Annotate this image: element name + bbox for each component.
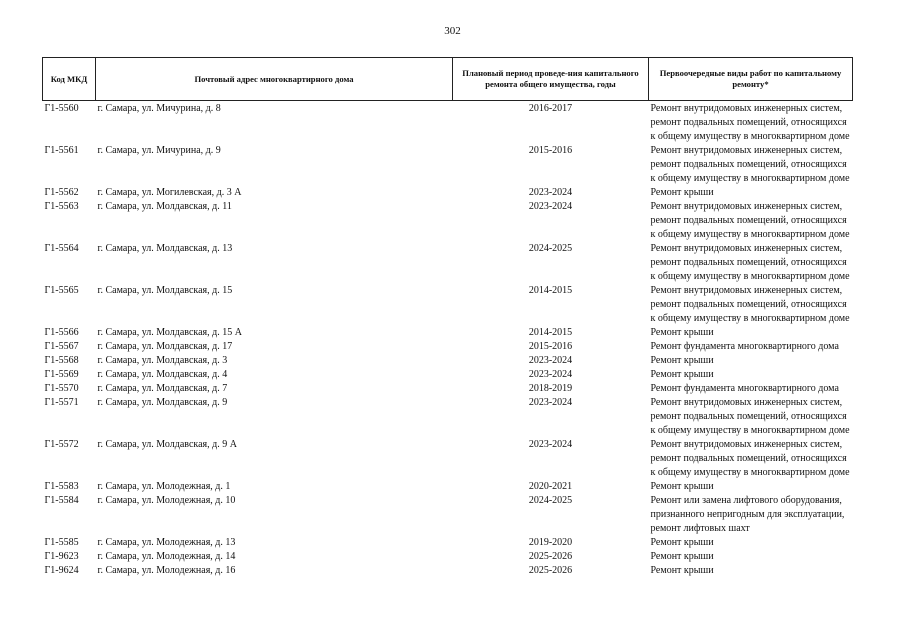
cell-code: Г1-9624 <box>44 565 79 576</box>
cell-code: Г1-5560 <box>44 103 79 114</box>
cell-code: Г1-5562 <box>44 187 79 198</box>
cell-period: 2023-2024 <box>528 187 573 198</box>
cell-period: 2024-2025 <box>528 243 573 254</box>
table-body <box>43 101 853 579</box>
cell-code: Г1-5572 <box>44 439 79 450</box>
cell-code: Г1-5570 <box>44 383 79 394</box>
cell-address: г. Самара, ул. Молодежная, д. 13 <box>97 537 236 548</box>
cell-period: 2023-2024 <box>528 369 573 380</box>
cell-works: Ремонт фундамента многоквартирного дома <box>650 383 839 394</box>
cell-works: Ремонт крыши <box>650 481 714 492</box>
cell-address: г. Самара, ул. Мичурина, д. 8 <box>97 103 221 114</box>
cell-code: Г1-5569 <box>44 369 79 380</box>
cell-code: Г1-5571 <box>44 397 79 408</box>
cell-address: г. Самара, ул. Молдавская, д. 13 <box>97 243 233 254</box>
table-row <box>43 101 853 145</box>
cell-address: г. Самара, ул. Молодежная, д. 16 <box>97 565 236 576</box>
cell-code: Г1-5583 <box>44 481 79 492</box>
cell-works: Ремонт внутридомовых инженерных систем, ремонт подвальных помещений, относящихся к общему имуществу в многоквартирном доме <box>650 397 850 436</box>
table-header-row <box>43 58 853 101</box>
cell-address: г. Самара, ул. Молодежная, д. 10 <box>97 495 236 506</box>
cell-works: Ремонт внутридомовых инженерных систем, ремонт подвальных помещений, относящихся к общему имуществу в многоквартирном доме <box>650 285 850 324</box>
table-row <box>43 480 853 494</box>
cell-works: Ремонт или замена лифтового оборудования, признанного непригодным для эксплуатации, ремонт лифтовых шахт <box>650 495 845 534</box>
cell-period: 2023-2024 <box>528 439 573 450</box>
page-number: 302 <box>444 25 461 37</box>
cell-address: г. Самара, ул. Молдавская, д. 9 <box>97 397 228 408</box>
cell-period: 2023-2024 <box>528 355 573 366</box>
table-row <box>43 186 853 200</box>
cell-address: г. Самара, ул. Молдавская, д. 17 <box>97 341 233 352</box>
cell-code: Г1-5565 <box>44 285 79 296</box>
cell-address: г. Самара, ул. Молдавская, д. 9 А <box>97 439 237 450</box>
repair-schedule-table <box>42 57 853 578</box>
header-works: Первоочередные виды работ по капитальному ремонту* <box>649 58 853 101</box>
table-row <box>43 200 853 242</box>
cell-period: 2025-2026 <box>528 565 573 576</box>
cell-works: Ремонт крыши <box>650 551 714 562</box>
table-row <box>43 368 853 382</box>
header-address: Почтовый адрес многоквартирного дома <box>96 58 453 101</box>
cell-works: Ремонт внутридомовых инженерных систем, ремонт подвальных помещений, относящихся к общему имуществу в многоквартирном доме <box>650 439 850 478</box>
cell-period: 2015-2016 <box>528 145 573 156</box>
cell-period: 2025-2026 <box>528 551 573 562</box>
cell-period: 2023-2024 <box>528 397 573 408</box>
header-code: Код МКД <box>43 58 96 101</box>
table-row <box>43 494 853 536</box>
cell-address: г. Самара, ул. Молдавская, д. 3 <box>97 355 228 366</box>
cell-period: 2015-2016 <box>528 341 573 352</box>
table-row <box>43 396 853 438</box>
cell-period: 2014-2015 <box>528 285 573 296</box>
table-row <box>43 564 853 578</box>
cell-period: 2019-2020 <box>528 537 573 548</box>
cell-works: Ремонт крыши <box>650 187 714 198</box>
cell-works: Ремонт внутридомовых инженерных систем, ремонт подвальных помещений, относящихся к общему имуществу в многоквартирном доме <box>650 243 850 282</box>
cell-works: Ремонт крыши <box>650 565 714 576</box>
cell-address: г. Самара, ул. Могилевская, д. 3 А <box>97 187 242 198</box>
cell-period: 2023-2024 <box>528 201 573 212</box>
table-row <box>43 354 853 368</box>
cell-code: Г1-5561 <box>44 145 79 156</box>
cell-code: Г1-5564 <box>44 243 79 254</box>
cell-address: г. Самара, ул. Молдавская, д. 4 <box>97 369 228 380</box>
cell-period: 2024-2025 <box>528 495 573 506</box>
table-row <box>43 144 853 186</box>
table-row <box>43 550 853 564</box>
cell-address: г. Самара, ул. Молодежная, д. 1 <box>97 481 231 492</box>
cell-address: г. Самара, ул. Молодежная, д. 14 <box>97 551 236 562</box>
header-period: Плановый период проведе-ния капитального ремонта общего имущества, годы <box>453 58 649 101</box>
cell-works: Ремонт внутридомовых инженерных систем, ремонт подвальных помещений, относящихся к общему имуществу в многоквартирном доме <box>650 201 850 240</box>
cell-works: Ремонт фундамента многоквартирного дома <box>650 341 839 352</box>
cell-works: Ремонт крыши <box>650 327 714 338</box>
table-row <box>43 536 853 550</box>
cell-works: Ремонт крыши <box>650 369 714 380</box>
cell-code: Г1-5568 <box>44 355 79 366</box>
cell-period: 2016-2017 <box>528 103 573 114</box>
cell-address: г. Самара, ул. Мичурина, д. 9 <box>97 145 221 156</box>
table-row <box>43 284 853 326</box>
cell-address: г. Самара, ул. Молдавская, д. 15 А <box>97 327 242 338</box>
cell-code: Г1-5566 <box>44 327 79 338</box>
cell-address: г. Самара, ул. Молдавская, д. 11 <box>97 201 232 212</box>
cell-code: Г1-9623 <box>44 551 79 562</box>
table-row <box>43 382 853 396</box>
cell-address: г. Самара, ул. Молдавская, д. 15 <box>97 285 233 296</box>
cell-works: Ремонт крыши <box>650 355 714 366</box>
cell-works: Ремонт внутридомовых инженерных систем, ремонт подвальных помещений, относящихся к общему имуществу в многоквартирном доме <box>650 145 850 184</box>
table-row <box>43 326 853 340</box>
cell-code: Г1-5585 <box>44 537 79 548</box>
cell-works: Ремонт крыши <box>650 537 714 548</box>
cell-code: Г1-5563 <box>44 201 79 212</box>
table-row <box>43 242 853 284</box>
cell-period: 2014-2015 <box>528 327 573 338</box>
table-row <box>43 340 853 354</box>
cell-code: Г1-5584 <box>44 495 79 506</box>
cell-period: 2018-2019 <box>528 383 573 394</box>
cell-period: 2020-2021 <box>528 481 573 492</box>
cell-works: Ремонт внутридомовых инженерных систем, ремонт подвальных помещений, относящихся к общему имуществу в многоквартирном доме <box>650 103 850 142</box>
table-row <box>43 438 853 480</box>
cell-address: г. Самара, ул. Молдавская, д. 7 <box>97 383 228 394</box>
cell-code: Г1-5567 <box>44 341 79 352</box>
